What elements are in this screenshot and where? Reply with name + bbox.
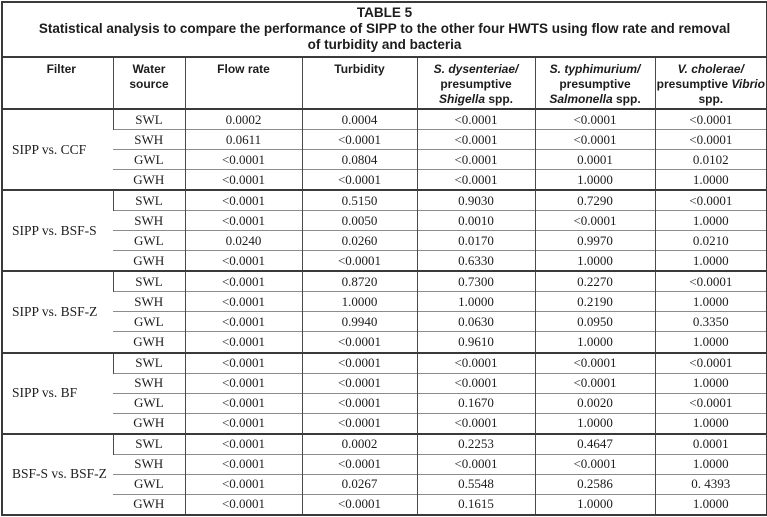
water-source-cell: GWL <box>113 231 185 251</box>
p-value-cell: <0.0001 <box>302 130 417 150</box>
p-value-cell: 1.0000 <box>655 170 767 191</box>
p-value-cell: <0.0001 <box>417 373 535 393</box>
water-source-cell: SWL <box>113 109 185 130</box>
p-value-cell: 0.0260 <box>302 231 417 251</box>
water-source-cell: SWH <box>113 454 185 474</box>
water-source-cell: SWH <box>113 130 185 150</box>
water-source-cell: SWL <box>113 353 185 374</box>
p-value-cell: 0.0240 <box>185 231 302 251</box>
water-source-cell: GWL <box>113 393 185 413</box>
water-source-cell: SWH <box>113 292 185 312</box>
table-row <box>2 413 767 434</box>
water-source-cell: GWL <box>113 312 185 332</box>
column-header-text: spp. <box>612 92 641 106</box>
filter-comparison-cell: BSF-S vs. BSF-Z <box>2 434 113 515</box>
p-value-cell: <0.0001 <box>302 454 417 474</box>
table-row <box>2 332 767 353</box>
p-value-cell: <0.0001 <box>185 454 302 474</box>
table-row <box>2 434 767 455</box>
p-value-cell: <0.0001 <box>655 353 767 374</box>
p-value-cell: 0.1670 <box>417 393 535 413</box>
table-row <box>2 109 767 130</box>
column-header-turbidity: Turbidity <box>302 57 417 109</box>
table-number: TABLE 5 <box>356 5 413 20</box>
p-value-cell: 0.3350 <box>655 312 767 332</box>
p-value-cell: 1.0000 <box>535 413 655 434</box>
column-header-s-dysenteriae <box>417 57 535 109</box>
p-value-cell: 0.5150 <box>302 190 417 211</box>
table-title-block <box>2 2 767 57</box>
column-header-text: presumptive <box>656 77 732 91</box>
p-value-cell: <0.0001 <box>302 251 417 272</box>
p-value-cell: <0.0001 <box>655 393 767 413</box>
p-value-cell: <0.0001 <box>185 353 302 374</box>
statistical-analysis-table <box>1 1 767 516</box>
p-value-cell: 0.4647 <box>535 434 655 455</box>
p-value-cell: 0.9970 <box>535 231 655 251</box>
column-header-text: spp. <box>485 92 514 106</box>
table-row <box>2 130 767 150</box>
p-value-cell: 0.0020 <box>535 393 655 413</box>
p-value-cell: 1.0000 <box>655 373 767 393</box>
p-value-cell: <0.0001 <box>535 130 655 150</box>
column-header-text: Shigella <box>438 92 485 106</box>
p-value-cell: 1.0000 <box>655 494 767 515</box>
column-header-row <box>2 57 767 109</box>
column-header-filter: Filter <box>2 57 113 109</box>
water-source-cell: SWL <box>113 271 185 292</box>
column-header-text: presumptive <box>440 77 512 91</box>
table-row <box>2 150 767 170</box>
p-value-cell: <0.0001 <box>302 170 417 191</box>
table-row <box>2 292 767 312</box>
table-row <box>2 190 767 211</box>
p-value-cell: 0.0210 <box>655 231 767 251</box>
p-value-cell: 0.0170 <box>417 231 535 251</box>
p-value-cell: <0.0001 <box>535 373 655 393</box>
table-row <box>2 373 767 393</box>
p-value-cell: <0.0001 <box>417 353 535 374</box>
p-value-cell: <0.0001 <box>655 109 767 130</box>
p-value-cell: 1.0000 <box>655 413 767 434</box>
column-header-text: presumptive <box>559 77 631 91</box>
water-source-cell: SWL <box>113 190 185 211</box>
p-value-cell: <0.0001 <box>185 211 302 231</box>
p-value-cell: <0.0001 <box>185 251 302 272</box>
p-value-cell: 0.0611 <box>185 130 302 150</box>
water-source-cell: SWH <box>113 373 185 393</box>
column-header-text: spp. <box>698 92 724 106</box>
p-value-cell: <0.0001 <box>302 393 417 413</box>
water-source-cell: GWL <box>113 474 185 494</box>
table-row <box>2 271 767 292</box>
p-value-cell: <0.0001 <box>302 373 417 393</box>
p-value-cell: <0.0001 <box>535 454 655 474</box>
p-value-cell: <0.0001 <box>535 353 655 374</box>
filter-comparison-cell: SIPP vs. BF <box>2 353 113 434</box>
p-value-cell: 0.9030 <box>417 190 535 211</box>
column-header-flow-rate: Flow rate <box>185 57 302 109</box>
p-value-cell: <0.0001 <box>417 413 535 434</box>
column-header-text: Salmonella <box>549 92 613 106</box>
p-value-cell: <0.0001 <box>185 332 302 353</box>
column-header-text: S. dysenteriae/ <box>433 62 519 76</box>
column-header-text: Vibrio <box>731 77 765 91</box>
p-value-cell: <0.0001 <box>417 454 535 474</box>
p-value-cell: <0.0001 <box>302 413 417 434</box>
p-value-cell: 1.0000 <box>535 251 655 272</box>
table-row <box>2 211 767 231</box>
p-value-cell: <0.0001 <box>185 413 302 434</box>
p-value-cell: 1.0000 <box>302 292 417 312</box>
water-source-cell: GWH <box>113 494 185 515</box>
filter-comparison-cell: SIPP vs. BSF-Z <box>2 271 113 352</box>
p-value-cell: <0.0001 <box>417 109 535 130</box>
p-value-cell: <0.0001 <box>185 292 302 312</box>
table-row <box>2 251 767 272</box>
p-value-cell: 0.2586 <box>535 474 655 494</box>
p-value-cell: 1.0000 <box>417 292 535 312</box>
column-header-v-cholerae <box>655 57 767 109</box>
p-value-cell: 0.1615 <box>417 494 535 515</box>
p-value-cell: <0.0001 <box>417 130 535 150</box>
p-value-cell: 0.7300 <box>417 271 535 292</box>
p-value-cell: <0.0001 <box>417 150 535 170</box>
p-value-cell: 0.0804 <box>302 150 417 170</box>
p-value-cell: <0.0001 <box>302 494 417 515</box>
table-row <box>2 393 767 413</box>
table-row <box>2 231 767 251</box>
p-value-cell: 0.0002 <box>302 434 417 455</box>
filter-comparison-cell: SIPP vs. BSF-S <box>2 190 113 271</box>
p-value-cell: <0.0001 <box>655 190 767 211</box>
water-source-cell: SWH <box>113 211 185 231</box>
table-caption: Statistical analysis to compare the performance of SIPP to the other four HWTS using flow rate and removal of turbidity and bacteria <box>38 21 731 52</box>
p-value-cell: 0.2190 <box>535 292 655 312</box>
p-value-cell: <0.0001 <box>655 271 767 292</box>
water-source-cell: GWL <box>113 150 185 170</box>
table-title-row <box>2 2 767 57</box>
p-value-cell: 1.0000 <box>655 292 767 312</box>
filter-comparison-cell: SIPP vs. CCF <box>12 141 87 157</box>
p-value-cell: <0.0001 <box>655 130 767 150</box>
water-source-cell: GWH <box>113 170 185 191</box>
table-row <box>2 454 767 474</box>
p-value-cell: <0.0001 <box>535 109 655 130</box>
table-row <box>2 170 767 191</box>
water-source-cell: GWH <box>113 251 185 272</box>
p-value-cell: <0.0001 <box>185 474 302 494</box>
p-value-cell: 0.7290 <box>535 190 655 211</box>
p-value-cell: 1.0000 <box>655 332 767 353</box>
p-value-cell: <0.0001 <box>185 494 302 515</box>
p-value-cell: 0.8720 <box>302 271 417 292</box>
p-value-cell: 1.0000 <box>535 332 655 353</box>
p-value-cell: <0.0001 <box>535 211 655 231</box>
p-value-cell: <0.0001 <box>185 373 302 393</box>
table-row <box>2 474 767 494</box>
column-header-s-typhimurium <box>535 57 655 109</box>
p-value-cell: 0.0001 <box>655 434 767 455</box>
p-value-cell: <0.0001 <box>417 170 535 191</box>
p-value-cell: 0.0001 <box>535 150 655 170</box>
p-value-cell: 1.0000 <box>535 170 655 191</box>
p-value-cell: 0.0630 <box>417 312 535 332</box>
column-header-water-source: Water source <box>113 57 185 109</box>
p-value-cell: 0.0267 <box>302 474 417 494</box>
water-source-cell: SWL <box>113 434 185 455</box>
p-value-cell: <0.0001 <box>185 434 302 455</box>
p-value-cell: <0.0001 <box>185 170 302 191</box>
table-body <box>2 109 767 515</box>
p-value-cell: 0.9610 <box>417 332 535 353</box>
column-header-text: V. cholerae/ <box>677 62 744 76</box>
p-value-cell: 0.0950 <box>535 312 655 332</box>
table-row <box>2 494 767 515</box>
table-row <box>2 353 767 374</box>
p-value-cell: 0.2253 <box>417 434 535 455</box>
p-value-cell: 0.9940 <box>302 312 417 332</box>
p-value-cell: <0.0001 <box>302 332 417 353</box>
p-value-cell: <0.0001 <box>302 353 417 374</box>
p-value-cell: 0.2270 <box>535 271 655 292</box>
p-value-cell: 0.0010 <box>417 211 535 231</box>
p-value-cell: 1.0000 <box>655 211 767 231</box>
p-value-cell: 0.6330 <box>417 251 535 272</box>
p-value-cell: <0.0001 <box>185 150 302 170</box>
table-row <box>2 312 767 332</box>
p-value-cell: 1.0000 <box>655 454 767 474</box>
water-source-cell: GWH <box>113 413 185 434</box>
water-source-cell: GWH <box>113 332 185 353</box>
p-value-cell: 0.0004 <box>302 109 417 130</box>
p-value-cell: 1.0000 <box>535 494 655 515</box>
p-value-cell: 0.0102 <box>655 150 767 170</box>
p-value-cell: 0. 4393 <box>655 474 767 494</box>
p-value-cell: <0.0001 <box>185 393 302 413</box>
column-header-text: S. typhimurium/ <box>549 62 641 76</box>
p-value-cell: <0.0001 <box>185 190 302 211</box>
p-value-cell: <0.0001 <box>185 312 302 332</box>
p-value-cell: 0.0050 <box>302 211 417 231</box>
p-value-cell: 1.0000 <box>655 251 767 272</box>
p-value-cell: 0.0002 <box>185 109 302 130</box>
p-value-cell: <0.0001 <box>185 271 302 292</box>
p-value-cell: 0.5548 <box>417 474 535 494</box>
